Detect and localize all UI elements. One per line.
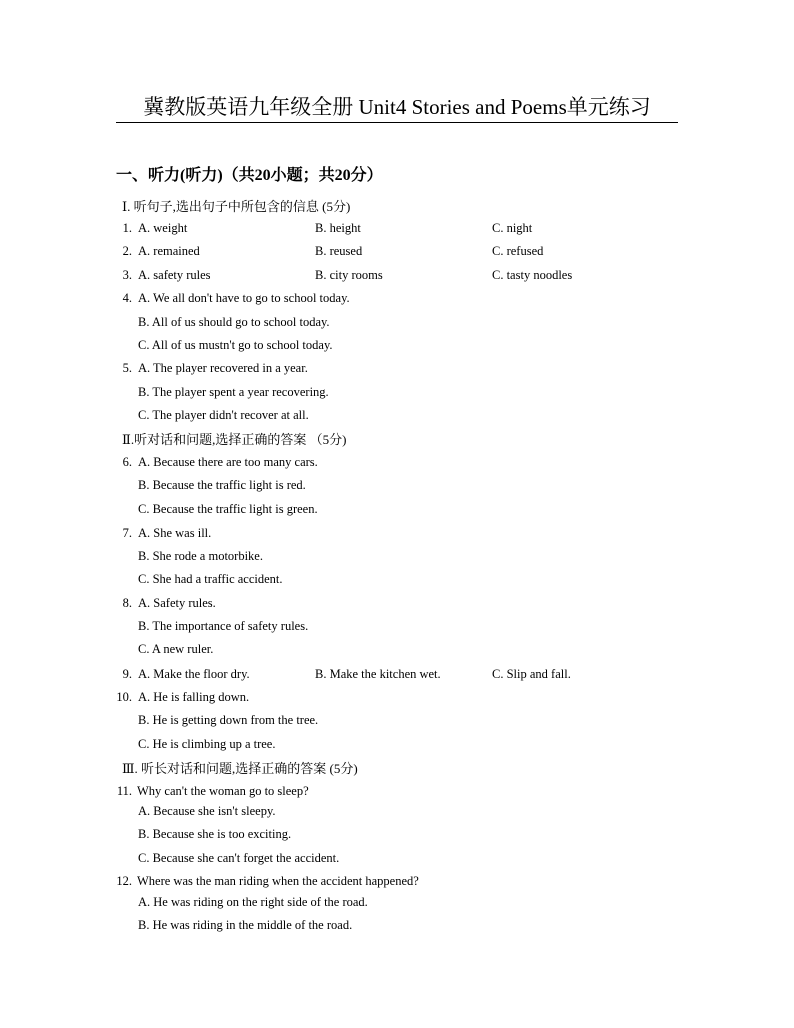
option-b: B. reused bbox=[315, 244, 363, 258]
option-c: C. The player didn't recover at all. bbox=[138, 408, 309, 422]
question-10-option-c bbox=[0, 735, 794, 753]
option-a: A. Because there are too many cars. bbox=[138, 455, 318, 469]
option-a: A. He is falling down. bbox=[138, 690, 250, 704]
option-b: B. He was riding in the middle of the road. bbox=[138, 918, 353, 932]
question-11-option-b bbox=[0, 825, 794, 843]
option-b: B. city rooms bbox=[315, 268, 383, 282]
question-number: 8. bbox=[122, 596, 132, 610]
option-b: B. The importance of safety rules. bbox=[138, 619, 309, 633]
option-c: C. Because the traffic light is green. bbox=[138, 502, 318, 516]
part-1-heading: Ⅰ. 听句子,选出句子中所包含的信息 (5分) bbox=[122, 199, 351, 214]
question-12-option-b bbox=[0, 916, 794, 934]
question-4 bbox=[0, 289, 794, 307]
question-8-option-c bbox=[0, 640, 794, 658]
question-7 bbox=[0, 524, 794, 542]
question-4-option-b bbox=[0, 313, 794, 331]
option-a: A. He was riding on the right side of the road. bbox=[138, 895, 368, 909]
question-6-option-b bbox=[0, 476, 794, 494]
question-11 bbox=[0, 782, 794, 800]
part-3-heading: Ⅲ. 听长对话和问题,选择正确的答案 (5分) bbox=[122, 761, 358, 776]
question-10 bbox=[0, 688, 794, 706]
question-number: 7. bbox=[122, 526, 132, 540]
option-c: C. He is climbing up a tree. bbox=[138, 737, 276, 751]
question-number: 10. bbox=[116, 690, 132, 704]
question-number: 11. bbox=[116, 784, 132, 798]
question-12 bbox=[0, 872, 794, 890]
option-c: C. All of us mustn't go to school today. bbox=[138, 338, 333, 352]
option-b: B. Make the kitchen wet. bbox=[315, 667, 441, 681]
question-9 bbox=[0, 665, 794, 683]
option-c: C. Because she can't forget the accident. bbox=[138, 851, 340, 865]
title-underline bbox=[116, 122, 678, 123]
option-a: A. remained bbox=[138, 244, 200, 258]
question-number: 6. bbox=[122, 455, 132, 469]
question-stem: Why can't the woman go to sleep? bbox=[137, 784, 309, 798]
option-b: B. Because she is too exciting. bbox=[138, 827, 292, 841]
question-number: 3. bbox=[122, 268, 132, 282]
question-number: 9. bbox=[122, 667, 132, 681]
question-8-option-b bbox=[0, 617, 794, 635]
option-b: B. height bbox=[315, 221, 361, 235]
option-b: B. She rode a motorbike. bbox=[138, 549, 263, 563]
option-c: C. tasty noodles bbox=[492, 268, 573, 282]
question-number: 4. bbox=[122, 291, 132, 305]
question-3 bbox=[0, 266, 794, 284]
question-stem: Where was the man riding when the accident happened? bbox=[137, 874, 419, 888]
option-b: B. All of us should go to school today. bbox=[138, 315, 330, 329]
question-6-option-c bbox=[0, 500, 794, 518]
question-12-option-a bbox=[0, 893, 794, 911]
question-7-option-b bbox=[0, 547, 794, 565]
option-a: A. safety rules bbox=[138, 268, 211, 282]
question-number: 1. bbox=[122, 221, 132, 235]
option-b: B. Because the traffic light is red. bbox=[138, 478, 306, 492]
question-8 bbox=[0, 594, 794, 612]
option-b: B. The player spent a year recovering. bbox=[138, 385, 329, 399]
question-1 bbox=[0, 219, 794, 237]
option-c: C. Slip and fall. bbox=[492, 667, 571, 681]
question-7-option-c bbox=[0, 570, 794, 588]
option-a: A. The player recovered in a year. bbox=[138, 361, 308, 375]
option-a: A. Make the floor dry. bbox=[138, 667, 250, 681]
question-6 bbox=[0, 453, 794, 471]
question-11-option-a bbox=[0, 802, 794, 820]
option-b: B. He is getting down from the tree. bbox=[138, 713, 319, 727]
question-number: 2. bbox=[122, 244, 132, 258]
question-5 bbox=[0, 359, 794, 377]
option-c: C. A new ruler. bbox=[138, 642, 214, 656]
question-number: 12. bbox=[116, 874, 132, 888]
option-c: C. night bbox=[492, 221, 533, 235]
question-2 bbox=[0, 242, 794, 260]
part-2-heading: Ⅱ.听对话和问题,选择正确的答案 （5分) bbox=[122, 432, 347, 447]
question-10-option-b bbox=[0, 711, 794, 729]
document-title: 冀教版英语九年级全册 Unit4 Stories and Poems单元练习 bbox=[143, 95, 651, 119]
option-a: A. weight bbox=[138, 221, 188, 235]
option-a: A. She was ill. bbox=[138, 526, 212, 540]
option-a: A. Because she isn't sleepy. bbox=[138, 804, 276, 818]
section-heading: 一、听力(听力)（共20小题；共20分） bbox=[116, 167, 383, 184]
option-c: C. refused bbox=[492, 244, 544, 258]
question-11-option-c bbox=[0, 849, 794, 867]
question-number: 5. bbox=[122, 361, 132, 375]
question-5-option-c bbox=[0, 406, 794, 424]
option-a: A. Safety rules. bbox=[138, 596, 216, 610]
option-c: C. She had a traffic accident. bbox=[138, 572, 283, 586]
question-4-option-c bbox=[0, 336, 794, 354]
question-5-option-b bbox=[0, 383, 794, 401]
option-a: A. We all don't have to go to school today. bbox=[138, 291, 350, 305]
